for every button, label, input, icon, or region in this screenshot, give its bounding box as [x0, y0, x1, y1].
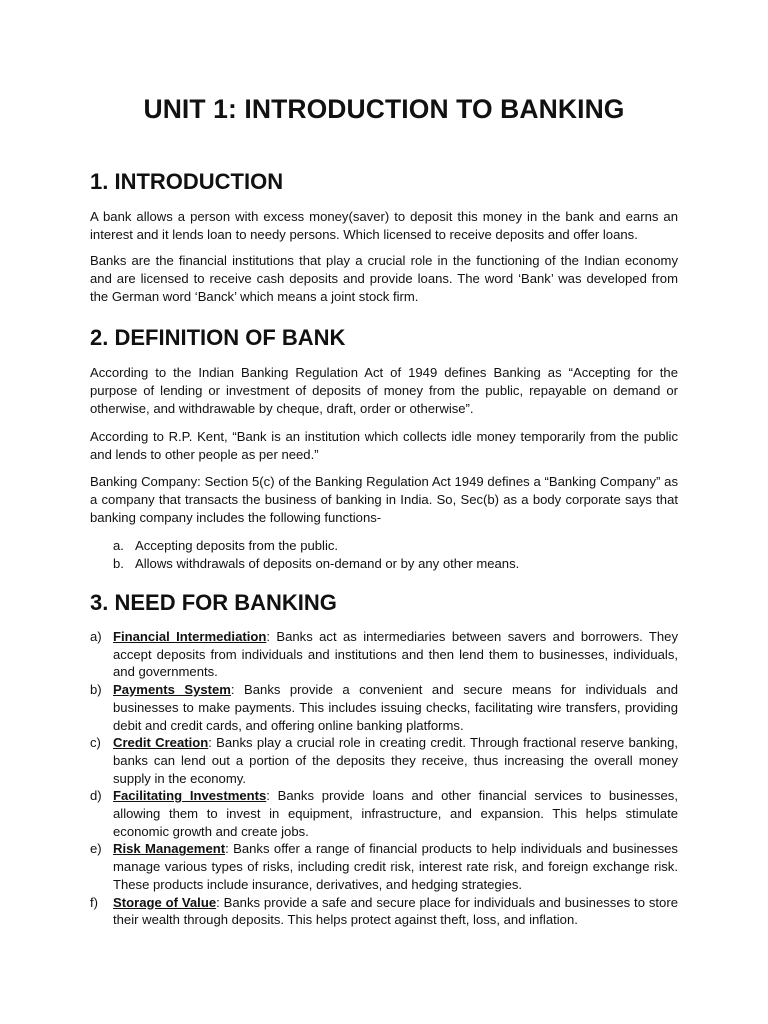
term-financial-intermediation: Financial Intermediation — [113, 629, 267, 644]
list-marker: f) — [90, 894, 98, 910]
list-marker: a. — [113, 538, 124, 553]
banking-functions-list — [90, 537, 678, 572]
list-item — [90, 628, 678, 681]
list-item-text: : Banks play a crucial role in creating credit. Through fractional reserve banking, banks can lend out a portion of the deposits they receive, thus increasing the overall money supply in the economy. — [113, 735, 678, 786]
term-credit-creation: Credit Creation — [113, 735, 209, 751]
list-item-text: : Banks provide a safe and secure place for individuals and businesses to store their wealth through deposits. This helps protect against theft, loss, and inflation. — [113, 894, 678, 928]
definition-paragraph-1: According to the Indian Banking Regulation Act of 1949 defines Banking as “Accepting for the purpose of lending or investment of deposits of money from the public, repayable on demand or otherwise, and withdrawable by cheque, draft, order or otherwise”. — [90, 365, 678, 416]
list-marker: a) — [90, 629, 102, 644]
list-marker: b. — [113, 555, 124, 571]
term-payments-system: Payments System — [113, 682, 231, 698]
list-item-text: Allows withdrawals of deposits on-demand or by any other means. — [135, 555, 520, 571]
list-item-text: : Banks provide a convenient and secure means for individuals and businesses to make payments. This includes issuing checks, facilitating wire transfers, providing debit and credit cards, and offering online banking platforms. — [113, 682, 678, 733]
definition-paragraph-2: According to R.P. Kent, “Bank is an institution which collects idle money temporarily from the public and lends to other people as per need.” — [90, 429, 678, 462]
term-facilitating-investments: Facilitating Investments — [113, 788, 267, 804]
term-risk-management: Risk Management — [113, 841, 226, 857]
list-marker: c) — [90, 735, 101, 751]
section-heading-definition: 2. DEFINITION OF BANK — [90, 325, 346, 350]
term-storage-of-value: Storage of Value — [113, 894, 217, 910]
list-marker: e) — [90, 841, 102, 857]
section-heading-need: 3. NEED FOR BANKING — [90, 590, 337, 615]
list-item-text: Accepting deposits from the public. — [135, 538, 339, 553]
list-marker: b) — [90, 682, 102, 698]
introduction-paragraph-2: Banks are the financial institutions that play a crucial role in the functioning of the Indian economy and are licensed to receive cash deposits and provide loans. The word ‘Bank’ was developed from the German word ‘Banck’ which means a joint stock firm. — [90, 253, 678, 304]
list-item — [90, 555, 678, 573]
need-for-banking-list — [90, 628, 678, 929]
list-item-text: : Banks offer a range of financial products to help individuals and businesses manage various types of risks, including credit risk, interest rate risk, and foreign exchange risk. These products include insurance, derivatives, and hedging strategies. — [113, 841, 678, 892]
section-heading-introduction: 1. INTRODUCTION — [90, 169, 284, 194]
list-marker: d) — [90, 788, 102, 804]
list-item-text: : Banks act as intermediaries between savers and borrowers. They accept deposits from individuals and institutions and then lend them to businesses, individuals, and governments. — [113, 629, 679, 680]
list-item — [90, 681, 678, 734]
list-item-text: : Banks provide loans and other financial services to businesses, allowing them to invest in equipment, infrastructure, and expansion. This helps stimulate economic growth and create jobs. — [113, 788, 678, 839]
list-item — [90, 734, 678, 787]
list-item — [90, 787, 678, 840]
list-item — [90, 537, 678, 555]
list-item — [90, 894, 678, 929]
introduction-paragraph-1: A bank allows a person with excess money(saver) to deposit this money in the bank and earns an interest and it lends loan to needy persons. Which licensed to receive deposits and offer loans. — [90, 209, 678, 242]
page-title: UNIT 1: INTRODUCTION TO BANKING — [143, 94, 625, 124]
definition-paragraph-3: Banking Company: Section 5(c) of the Banking Regulation Act 1949 defines a “Banking Company” as a company that transacts the business of banking in India. So, Sec(b) as a body corporate says that banking company includes the following functions- — [90, 474, 678, 525]
list-item — [90, 840, 678, 893]
